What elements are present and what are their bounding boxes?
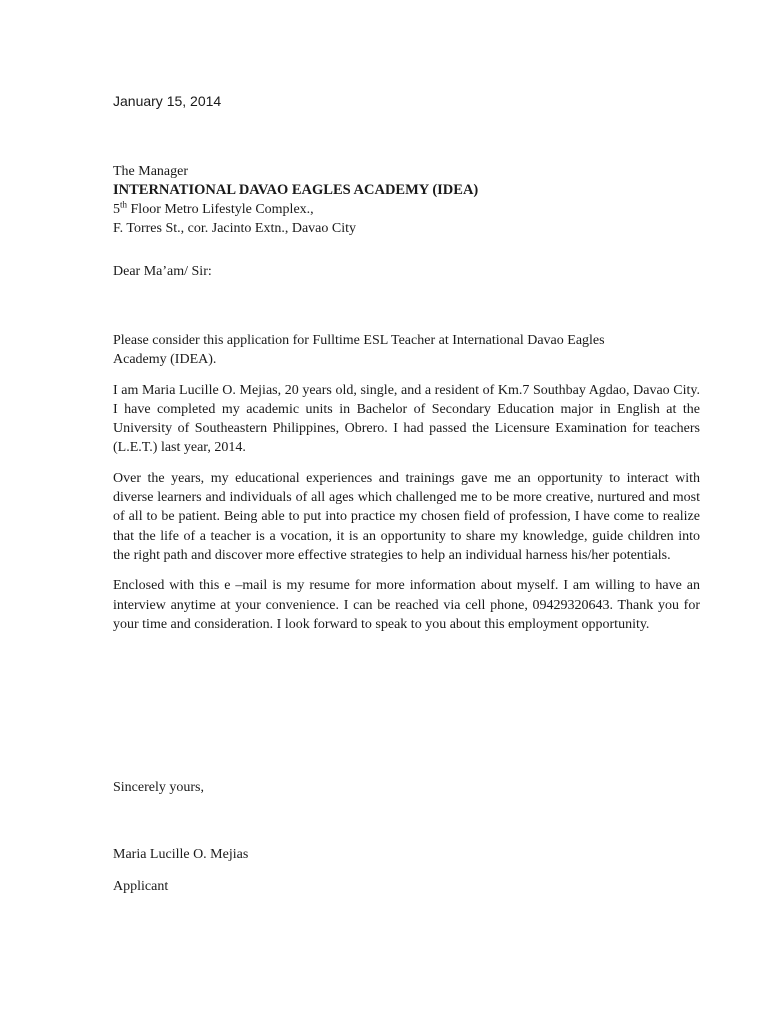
signature-title: Applicant bbox=[113, 879, 169, 894]
recipient-address-line1 bbox=[113, 200, 673, 219]
closing: Sincerely yours, bbox=[113, 780, 204, 795]
letter-date: January 15, 2014 bbox=[113, 93, 222, 109]
letter-body bbox=[113, 331, 700, 645]
body-paragraph-enclosure: Enclosed with this e –mail is my resume for more information about myself. I am willing to have an interview anytime at your convenience. I can be reached via cell phone, 09429320643. Thank you for your time and consideration. I look forward to speak to you about this employment opportunity. bbox=[113, 578, 700, 632]
floor-number: 5 bbox=[113, 202, 120, 217]
floor-ordinal: th bbox=[120, 199, 128, 210]
salutation: Dear Ma’am/ Sir: bbox=[113, 264, 212, 279]
body-paragraph-experience: Over the years, my educational experiences and trainings gave me an opportunity to interact with diverse learners and individuals of all ages which challenged me to be more creative, nurtured and most of all to be patient. Being able to put into practice my chosen field of profession, I have come to realize that the life of a teacher is a vocation, it is an opportunity to share my knowledge, guide children into the right path and discover more effective strategies to help an individual harness his/her potentials. bbox=[113, 470, 700, 563]
body-paragraph-background: I am Maria Lucille O. Mejias, 20 years old, single, and a resident of Km.7 Southbay Agdao, Davao City. I have completed my academic units in Bachelor of Secondary Education major in English at the University of Southeastern Philippines, Obrero. I had passed the Licensure Examination for teachers (L.E.T.) last year, 2014. bbox=[113, 382, 700, 456]
recipient-organization: INTERNATIONAL DAVAO EAGLES ACADEMY (IDEA) bbox=[113, 182, 479, 198]
recipient-title: The Manager bbox=[113, 164, 189, 179]
signature-name: Maria Lucille O. Mejias bbox=[113, 847, 249, 862]
floor-rest: Floor Metro Lifestyle Complex., bbox=[127, 202, 314, 217]
recipient-address-block bbox=[113, 162, 673, 238]
recipient-address-line2: F. Torres St., cor. Jacinto Extn., Davao City bbox=[113, 221, 357, 236]
body-paragraph-intro: Please consider this application for Fulltime ESL Teacher at International Davao Eagles Academy (IDEA). bbox=[113, 333, 605, 368]
